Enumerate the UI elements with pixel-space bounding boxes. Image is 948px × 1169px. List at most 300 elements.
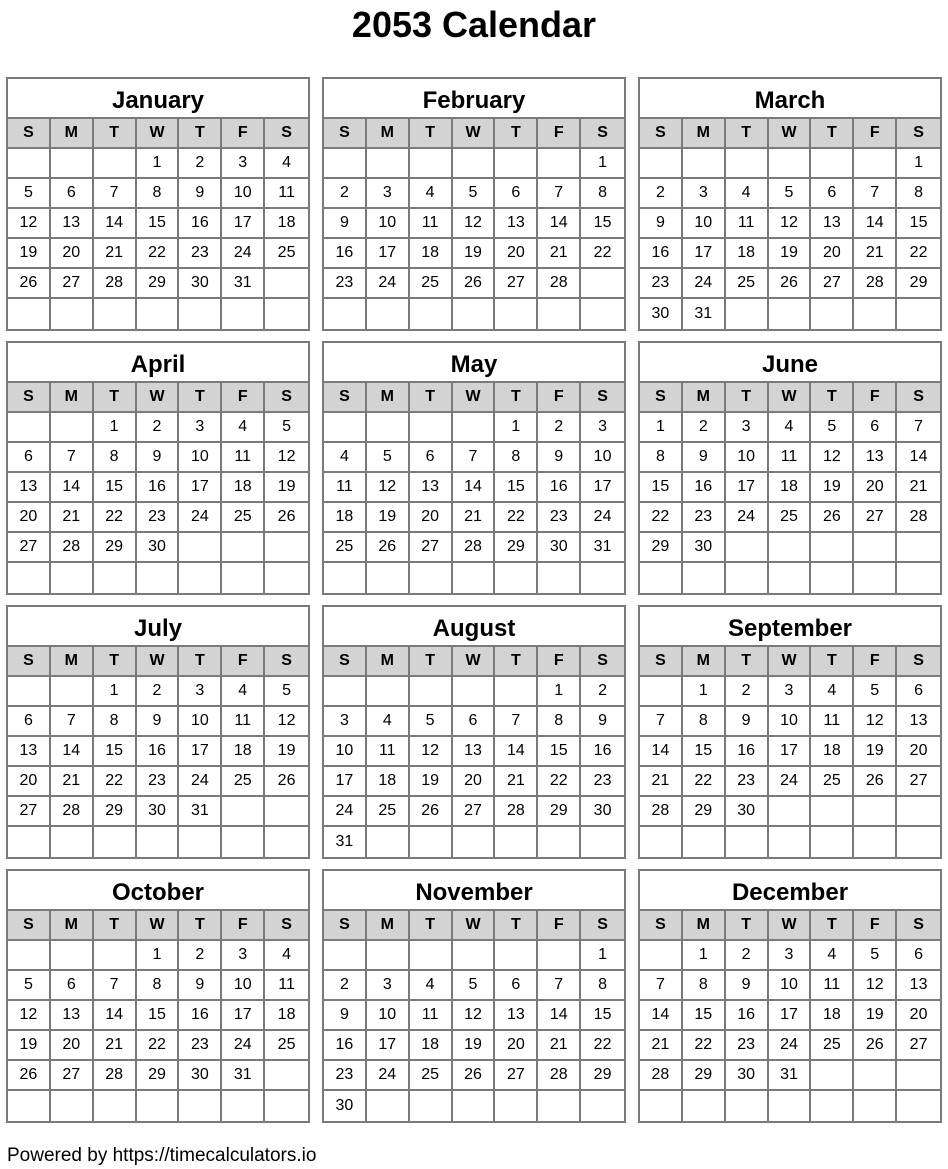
day-cell: 10	[179, 443, 222, 473]
day-cell: 25	[769, 503, 812, 533]
day-cell: 21	[640, 767, 683, 797]
weekday-header: M	[367, 647, 410, 677]
day-cell: 10	[367, 209, 410, 239]
day-cell: 24	[222, 239, 265, 269]
footer-credit: Powered by https://timecalculators.io	[7, 1145, 317, 1166]
day-cell: 24	[367, 269, 410, 299]
empty-cell	[222, 827, 265, 857]
empty-cell	[683, 1091, 726, 1121]
empty-cell	[367, 677, 410, 707]
day-cell: 25	[222, 767, 265, 797]
day-cell: 2	[179, 941, 222, 971]
day-cell: 29	[94, 797, 137, 827]
day-cell: 23	[726, 1031, 769, 1061]
empty-cell	[453, 299, 496, 329]
empty-cell	[538, 563, 581, 593]
day-cell: 18	[410, 1031, 453, 1061]
empty-cell	[897, 827, 940, 857]
day-cell: 9	[179, 179, 222, 209]
month-grid	[8, 911, 308, 1121]
empty-cell	[367, 827, 410, 857]
empty-cell	[453, 827, 496, 857]
empty-cell	[265, 299, 308, 329]
day-cell: 11	[811, 707, 854, 737]
day-cell: 14	[51, 473, 94, 503]
day-cell: 8	[683, 707, 726, 737]
day-cell: 1	[94, 677, 137, 707]
day-cell: 22	[581, 239, 624, 269]
day-cell: 15	[94, 737, 137, 767]
month-september	[638, 605, 942, 859]
empty-cell	[179, 533, 222, 563]
day-cell: 7	[51, 443, 94, 473]
day-cell: 17	[222, 1001, 265, 1031]
day-cell: 7	[897, 413, 940, 443]
day-cell: 6	[897, 941, 940, 971]
day-cell: 9	[581, 707, 624, 737]
day-cell: 15	[495, 473, 538, 503]
empty-cell	[453, 563, 496, 593]
day-cell: 1	[137, 149, 180, 179]
weekday-header: S	[581, 647, 624, 677]
day-cell: 15	[640, 473, 683, 503]
day-cell: 8	[581, 179, 624, 209]
day-cell: 23	[581, 767, 624, 797]
empty-cell	[897, 299, 940, 329]
day-cell: 18	[324, 503, 367, 533]
empty-cell	[640, 1091, 683, 1121]
day-cell: 27	[51, 269, 94, 299]
day-cell: 26	[410, 797, 453, 827]
day-cell: 26	[8, 1061, 51, 1091]
weekday-header: T	[726, 383, 769, 413]
month-name: September	[640, 607, 940, 647]
day-cell: 17	[179, 737, 222, 767]
day-cell: 17	[769, 737, 812, 767]
day-cell: 4	[222, 677, 265, 707]
day-cell: 25	[726, 269, 769, 299]
empty-cell	[453, 413, 496, 443]
day-cell: 16	[726, 737, 769, 767]
weekday-header: T	[94, 911, 137, 941]
day-cell: 13	[854, 443, 897, 473]
empty-cell	[811, 533, 854, 563]
empty-cell	[8, 1091, 51, 1121]
empty-cell	[137, 827, 180, 857]
day-cell: 11	[367, 737, 410, 767]
empty-cell	[640, 563, 683, 593]
day-cell: 28	[640, 797, 683, 827]
month-grid	[324, 911, 624, 1121]
day-cell: 8	[581, 971, 624, 1001]
weekday-header: M	[683, 119, 726, 149]
empty-cell	[324, 413, 367, 443]
day-cell: 17	[222, 209, 265, 239]
day-cell: 9	[683, 443, 726, 473]
day-cell: 18	[811, 1001, 854, 1031]
day-cell: 11	[265, 179, 308, 209]
month-name: July	[8, 607, 308, 647]
day-cell: 20	[8, 767, 51, 797]
day-cell: 7	[538, 179, 581, 209]
empty-cell	[51, 299, 94, 329]
weekday-header: S	[324, 911, 367, 941]
empty-cell	[453, 149, 496, 179]
day-cell: 9	[137, 707, 180, 737]
day-cell: 18	[769, 473, 812, 503]
month-name: May	[324, 343, 624, 383]
day-cell: 17	[324, 767, 367, 797]
day-cell: 12	[410, 737, 453, 767]
weekday-header: S	[897, 383, 940, 413]
empty-cell	[726, 563, 769, 593]
day-cell: 12	[811, 443, 854, 473]
day-cell: 26	[854, 767, 897, 797]
day-cell: 10	[726, 443, 769, 473]
day-cell: 22	[495, 503, 538, 533]
day-cell: 5	[410, 707, 453, 737]
day-cell: 19	[769, 239, 812, 269]
day-cell: 4	[410, 179, 453, 209]
month-grid	[324, 119, 624, 329]
day-cell: 6	[854, 413, 897, 443]
day-cell: 29	[137, 269, 180, 299]
day-cell: 17	[581, 473, 624, 503]
day-cell: 28	[538, 1061, 581, 1091]
empty-cell	[179, 1091, 222, 1121]
empty-cell	[222, 299, 265, 329]
day-cell: 4	[410, 971, 453, 1001]
day-cell: 1	[683, 941, 726, 971]
month-july	[6, 605, 310, 859]
day-cell: 15	[581, 209, 624, 239]
day-cell: 19	[265, 473, 308, 503]
weekday-header: T	[410, 911, 453, 941]
day-cell: 10	[222, 971, 265, 1001]
weekday-header: M	[51, 383, 94, 413]
day-cell: 29	[94, 533, 137, 563]
month-august	[322, 605, 626, 859]
month-name: August	[324, 607, 624, 647]
month-name: March	[640, 79, 940, 119]
empty-cell	[538, 941, 581, 971]
day-cell: 12	[265, 443, 308, 473]
day-cell: 8	[94, 707, 137, 737]
day-cell: 6	[51, 179, 94, 209]
weekday-header: S	[640, 383, 683, 413]
empty-cell	[410, 149, 453, 179]
empty-cell	[367, 563, 410, 593]
weekday-header: T	[410, 383, 453, 413]
day-cell: 29	[495, 533, 538, 563]
empty-cell	[581, 563, 624, 593]
day-cell: 28	[94, 269, 137, 299]
day-cell: 1	[495, 413, 538, 443]
empty-cell	[683, 563, 726, 593]
day-cell: 22	[137, 239, 180, 269]
day-cell: 27	[495, 269, 538, 299]
empty-cell	[137, 563, 180, 593]
day-cell: 5	[367, 443, 410, 473]
month-january	[6, 77, 310, 331]
day-cell: 26	[453, 1061, 496, 1091]
day-cell: 30	[324, 1091, 367, 1121]
weekday-header: S	[265, 911, 308, 941]
weekday-header: T	[811, 383, 854, 413]
day-cell: 31	[324, 827, 367, 857]
day-cell: 11	[769, 443, 812, 473]
day-cell: 13	[8, 473, 51, 503]
day-cell: 28	[495, 797, 538, 827]
day-cell: 13	[897, 707, 940, 737]
day-cell: 22	[683, 1031, 726, 1061]
day-cell: 5	[769, 179, 812, 209]
day-cell: 4	[726, 179, 769, 209]
day-cell: 4	[811, 677, 854, 707]
day-cell: 27	[897, 767, 940, 797]
day-cell: 4	[367, 707, 410, 737]
day-cell: 1	[581, 149, 624, 179]
day-cell: 26	[811, 503, 854, 533]
empty-cell	[811, 1061, 854, 1091]
day-cell: 27	[410, 533, 453, 563]
empty-cell	[581, 1091, 624, 1121]
day-cell: 24	[769, 767, 812, 797]
weekday-header: S	[265, 647, 308, 677]
day-cell: 28	[94, 1061, 137, 1091]
day-cell: 16	[726, 1001, 769, 1031]
weekday-header: M	[367, 383, 410, 413]
weekday-header: F	[538, 911, 581, 941]
day-cell: 12	[453, 209, 496, 239]
empty-cell	[324, 563, 367, 593]
day-cell: 30	[137, 797, 180, 827]
empty-cell	[640, 827, 683, 857]
weekday-header: S	[640, 911, 683, 941]
day-cell: 31	[581, 533, 624, 563]
empty-cell	[265, 1061, 308, 1091]
day-cell: 18	[222, 473, 265, 503]
day-cell: 23	[640, 269, 683, 299]
day-cell: 2	[538, 413, 581, 443]
day-cell: 25	[265, 1031, 308, 1061]
day-cell: 23	[324, 269, 367, 299]
day-cell: 12	[8, 209, 51, 239]
day-cell: 26	[453, 269, 496, 299]
day-cell: 8	[538, 707, 581, 737]
weekday-header: F	[538, 383, 581, 413]
day-cell: 27	[8, 533, 51, 563]
day-cell: 18	[410, 239, 453, 269]
weekday-header: F	[222, 119, 265, 149]
day-cell: 20	[51, 239, 94, 269]
weekday-header: W	[453, 383, 496, 413]
day-cell: 14	[94, 1001, 137, 1031]
day-cell: 14	[94, 209, 137, 239]
empty-cell	[324, 677, 367, 707]
weekday-header: T	[179, 911, 222, 941]
day-cell: 27	[495, 1061, 538, 1091]
day-cell: 6	[8, 707, 51, 737]
empty-cell	[538, 1091, 581, 1121]
month-name: April	[8, 343, 308, 383]
weekday-header: M	[367, 911, 410, 941]
day-cell: 18	[222, 737, 265, 767]
empty-cell	[683, 149, 726, 179]
day-cell: 6	[51, 971, 94, 1001]
empty-cell	[897, 1061, 940, 1091]
weekday-header: S	[581, 383, 624, 413]
month-december	[638, 869, 942, 1123]
empty-cell	[811, 149, 854, 179]
day-cell: 2	[726, 941, 769, 971]
day-cell: 23	[137, 503, 180, 533]
day-cell: 21	[854, 239, 897, 269]
day-cell: 16	[179, 1001, 222, 1031]
day-cell: 20	[897, 737, 940, 767]
weekday-header: S	[8, 647, 51, 677]
empty-cell	[683, 827, 726, 857]
weekday-header: T	[495, 119, 538, 149]
day-cell: 22	[137, 1031, 180, 1061]
day-cell: 12	[854, 707, 897, 737]
month-may	[322, 341, 626, 595]
empty-cell	[8, 413, 51, 443]
weekday-header: W	[453, 911, 496, 941]
day-cell: 24	[581, 503, 624, 533]
empty-cell	[94, 563, 137, 593]
empty-cell	[854, 299, 897, 329]
empty-cell	[51, 941, 94, 971]
empty-cell	[8, 677, 51, 707]
day-cell: 17	[179, 473, 222, 503]
day-cell: 30	[538, 533, 581, 563]
empty-cell	[179, 563, 222, 593]
empty-cell	[495, 299, 538, 329]
day-cell: 3	[222, 149, 265, 179]
day-cell: 20	[8, 503, 51, 533]
day-cell: 2	[137, 677, 180, 707]
empty-cell	[769, 299, 812, 329]
day-cell: 7	[538, 971, 581, 1001]
day-cell: 13	[51, 1001, 94, 1031]
day-cell: 8	[640, 443, 683, 473]
day-cell: 20	[51, 1031, 94, 1061]
weekday-header: S	[8, 119, 51, 149]
empty-cell	[854, 563, 897, 593]
day-cell: 19	[8, 1031, 51, 1061]
day-cell: 24	[179, 767, 222, 797]
weekday-header: T	[179, 119, 222, 149]
empty-cell	[137, 1091, 180, 1121]
empty-cell	[769, 827, 812, 857]
empty-cell	[265, 533, 308, 563]
empty-cell	[897, 533, 940, 563]
month-name: June	[640, 343, 940, 383]
day-cell: 14	[51, 737, 94, 767]
day-cell: 15	[137, 209, 180, 239]
month-grid	[640, 647, 940, 857]
empty-cell	[726, 827, 769, 857]
empty-cell	[265, 827, 308, 857]
month-grid	[640, 383, 940, 593]
weekday-header: F	[222, 383, 265, 413]
empty-cell	[495, 827, 538, 857]
day-cell: 6	[495, 179, 538, 209]
day-cell: 28	[897, 503, 940, 533]
day-cell: 21	[640, 1031, 683, 1061]
day-cell: 26	[367, 533, 410, 563]
day-cell: 20	[495, 239, 538, 269]
empty-cell	[640, 941, 683, 971]
empty-cell	[811, 1091, 854, 1121]
weekday-header: S	[265, 383, 308, 413]
day-cell: 6	[8, 443, 51, 473]
empty-cell	[367, 299, 410, 329]
day-cell: 11	[726, 209, 769, 239]
day-cell: 1	[581, 941, 624, 971]
day-cell: 2	[683, 413, 726, 443]
month-grid	[640, 119, 940, 329]
day-cell: 12	[769, 209, 812, 239]
day-cell: 23	[538, 503, 581, 533]
day-cell: 25	[410, 1061, 453, 1091]
weekday-header: T	[495, 383, 538, 413]
day-cell: 23	[179, 1031, 222, 1061]
weekday-header: M	[683, 647, 726, 677]
day-cell: 29	[137, 1061, 180, 1091]
weekday-header: S	[324, 119, 367, 149]
day-cell: 30	[179, 269, 222, 299]
empty-cell	[769, 563, 812, 593]
day-cell: 11	[265, 971, 308, 1001]
month-november	[322, 869, 626, 1123]
weekday-header: F	[538, 119, 581, 149]
day-cell: 24	[179, 503, 222, 533]
empty-cell	[495, 941, 538, 971]
day-cell: 29	[581, 1061, 624, 1091]
day-cell: 21	[538, 239, 581, 269]
empty-cell	[367, 149, 410, 179]
day-cell: 2	[137, 413, 180, 443]
day-cell: 15	[137, 1001, 180, 1031]
day-cell: 10	[581, 443, 624, 473]
weekday-header: M	[683, 911, 726, 941]
day-cell: 27	[811, 269, 854, 299]
day-cell: 21	[94, 1031, 137, 1061]
day-cell: 3	[222, 941, 265, 971]
weekday-header: M	[51, 911, 94, 941]
day-cell: 31	[683, 299, 726, 329]
day-cell: 14	[897, 443, 940, 473]
day-cell: 1	[683, 677, 726, 707]
day-cell: 25	[410, 269, 453, 299]
empty-cell	[811, 299, 854, 329]
day-cell: 2	[640, 179, 683, 209]
day-cell: 8	[137, 179, 180, 209]
day-cell: 28	[538, 269, 581, 299]
empty-cell	[324, 149, 367, 179]
day-cell: 9	[640, 209, 683, 239]
day-cell: 26	[265, 767, 308, 797]
weekday-header: T	[94, 383, 137, 413]
day-cell: 9	[179, 971, 222, 1001]
day-cell: 3	[367, 971, 410, 1001]
day-cell: 29	[683, 1061, 726, 1091]
day-cell: 15	[897, 209, 940, 239]
month-grid	[8, 383, 308, 593]
empty-cell	[811, 827, 854, 857]
